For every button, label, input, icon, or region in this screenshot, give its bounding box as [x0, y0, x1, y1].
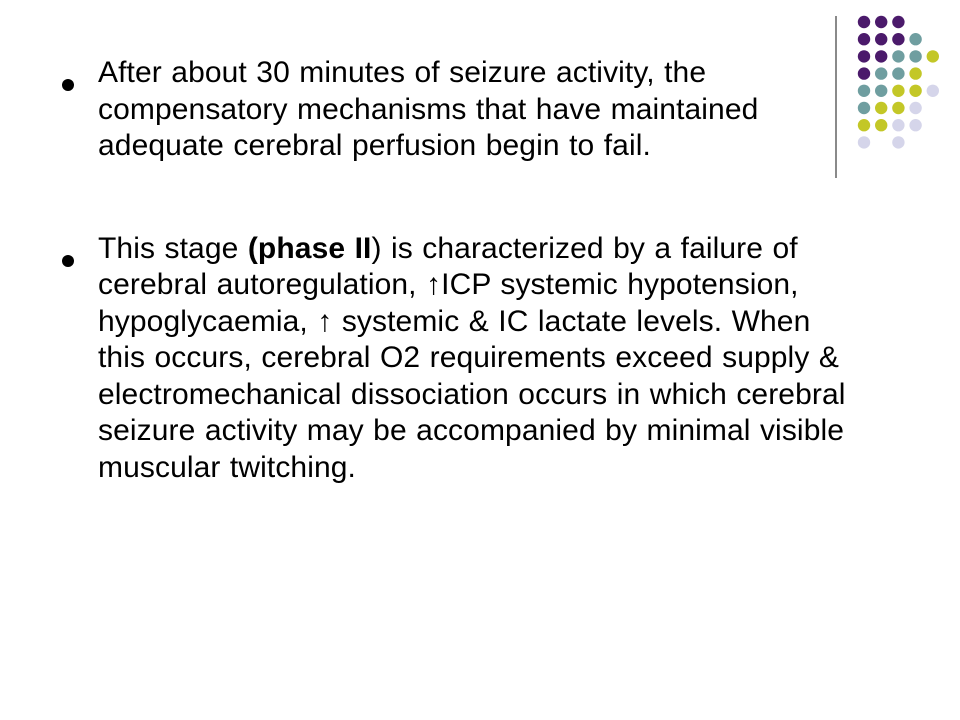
- bullet-item-1: [58, 55, 848, 165]
- decor-dot-teal: [875, 85, 887, 97]
- bullet-list: [58, 55, 848, 552]
- decor-dot-purple: [858, 67, 870, 79]
- decor-dot-purple: [875, 16, 887, 28]
- bullet-text: After about 30 minutes of seizure activity, the compensatory mechanisms that have maintained adequate cerebral perfusion begin to fail.: [98, 56, 759, 162]
- decor-dot-lavender: [858, 136, 870, 148]
- decor-dot-purple: [892, 16, 904, 28]
- decor-dot-olive: [892, 102, 904, 114]
- decor-dot-olive: [875, 102, 887, 114]
- decor-dot-purple: [875, 33, 887, 45]
- decor-dot-purple: [892, 33, 904, 45]
- decor-dot-teal: [858, 102, 870, 114]
- bullet-item-2: [58, 231, 848, 487]
- decor-dot-lavender: [909, 119, 921, 131]
- decor-dot-olive: [892, 85, 904, 97]
- bullet-marker-icon: [62, 255, 74, 267]
- decor-dot-teal: [892, 67, 904, 79]
- decor-dot-teal: [875, 67, 887, 79]
- decor-dot-lavender: [909, 102, 921, 114]
- decor-dot-lavender: [892, 136, 904, 148]
- decor-dot-olive: [909, 67, 921, 79]
- decor-dot-olive: [875, 119, 887, 131]
- decor-dot-olive: [927, 50, 939, 62]
- decor-dot-teal: [892, 50, 904, 62]
- decor-dot-purple: [858, 16, 870, 28]
- bullet-marker-icon: [62, 79, 74, 91]
- bullet-text-bold: (phase II: [247, 231, 372, 265]
- decor-dot-teal: [858, 85, 870, 97]
- decor-dot-purple: [858, 33, 870, 45]
- decor-dot-purple: [858, 50, 870, 62]
- decor-dot-lavender: [927, 85, 939, 97]
- decor-dot-lavender: [892, 119, 904, 131]
- bullet-text-rest: ) is characterized by a failure of cerebral autoregulation, ↑ICP systemic hypotension, hypoglycaemia, ↑ systemic & IC lactate levels. When this occurs, cerebral O2 requirements exceed supply & electromechanical dissociation occurs in which cerebral seizure activity may be accompanied by minimal visible muscular twitching.: [98, 231, 846, 484]
- decor-dot-olive: [909, 85, 921, 97]
- bullet-text: [98, 231, 848, 487]
- decor-dot-purple: [875, 50, 887, 62]
- decor-dot-teal: [909, 33, 921, 45]
- decor-dot-teal: [909, 50, 921, 62]
- bullet-text-lead: This stage: [98, 231, 248, 265]
- decor-dot-olive: [858, 119, 870, 131]
